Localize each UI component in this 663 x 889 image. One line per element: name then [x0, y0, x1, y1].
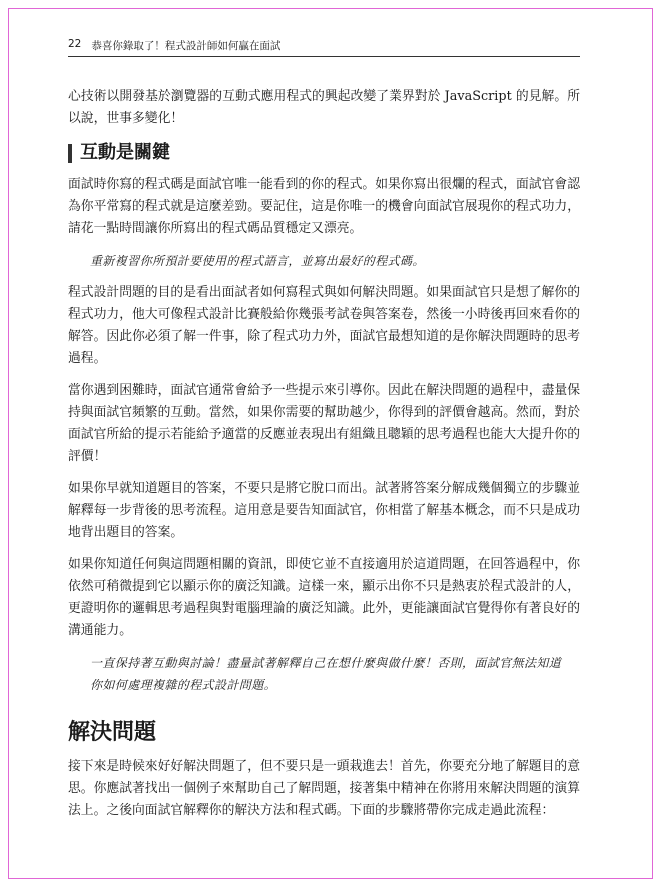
paragraph: 程式設計問題的目的是看出面試者如何寫程式與如何解決問題。如果面試官只是想了解你的程式功力，他大可像程式設計比賽般給你幾張考試卷與答案卷，然後一小時後再回來看你的解答。因此你必須了解一件事，除了程式功力外，面試官最想知道的是你解決問題時的思考過程。 — [68, 285, 580, 366]
chapter-title: 恭喜你錄取了！程式設計師如何贏在面試 — [91, 40, 281, 52]
intro-paragraph: 心技術以開發基於瀏覽器的互動式應用程式的興起改變了業界對於 JavaScript 的見解。所以說，世事多變化！ — [68, 89, 580, 126]
paragraph: 當你遇到困難時，面試官通常會給予一些提示來引導你。因此在解決問題的過程中，盡量保持與面試官頻繁的互動。當然，如果你需要的幫助越少，你得到的評價會越高。然而，對於面試官所給的提示若能給予適當的反應並表現出有組織且聰穎的思考過程也能大大提升你的評價！ — [68, 383, 580, 464]
paragraph: 面試時你寫的程式碼是面試官唯一能看到的你的程式。如果你寫出很爛的程式，面試官會認為你平常寫的程式就是這麼差勁。要記住，這是你唯一的機會向面試官展現你的程式功力，請花一點時間讓你所寫出的程式碼品質穩定又漂亮。 — [68, 177, 580, 236]
paragraph: 接下來是時候來好好解決問題了，但不要只是一頭栽進去！首先，你要充分地了解題目的意思。你應試著找出一個例子來幫助自己了解問題，接著集中精神在你將用來解決問題的演算法上。之後向面試官解釋你的解決方法和程式碼。下面的步驟將帶你完成走過此流程： — [68, 759, 580, 818]
page-number: 22 — [68, 38, 82, 50]
section-heading-problem-solving: 解決問題 — [68, 720, 157, 745]
paragraph: 如果你知道任何與這問題相關的資訊，即使它並不直接適用於這道問題，在回答過程中，你依然可稍微提到它以顯示你的廣泛知識。這樣一來，顯示出你不只是熱衷於程式設計的人，更證明你的邏輯思考過程與對電腦理論的廣泛知識。此外，更能讓面試官覺得你有著良好的溝通能力。 — [68, 557, 580, 638]
section-heading-interaction — [68, 142, 580, 164]
paragraph: 如果你早就知道題目的答案，不要只是將它脫口而出。試著將答案分解成幾個獨立的步驟並解釋每一步背後的思考流程。這用意是要告知面試官，你相當了解基本概念，而不只是成功地背出題目的答案。 — [68, 481, 580, 540]
tip-note: 重新複習你所預計要使用的程式語言，並寫出最好的程式碼。 — [90, 254, 425, 268]
tip-note: 一直保持著互動與討論！盡量試著解釋自己在想什麼與做什麼！否則，面試官無法知道你如何處理複雜的程式設計問題。 — [90, 656, 562, 692]
section-heading-text: 互動是關鍵 — [80, 142, 170, 163]
running-header — [68, 38, 580, 57]
heading-bar-icon — [68, 144, 72, 163]
page-content — [68, 86, 580, 832]
